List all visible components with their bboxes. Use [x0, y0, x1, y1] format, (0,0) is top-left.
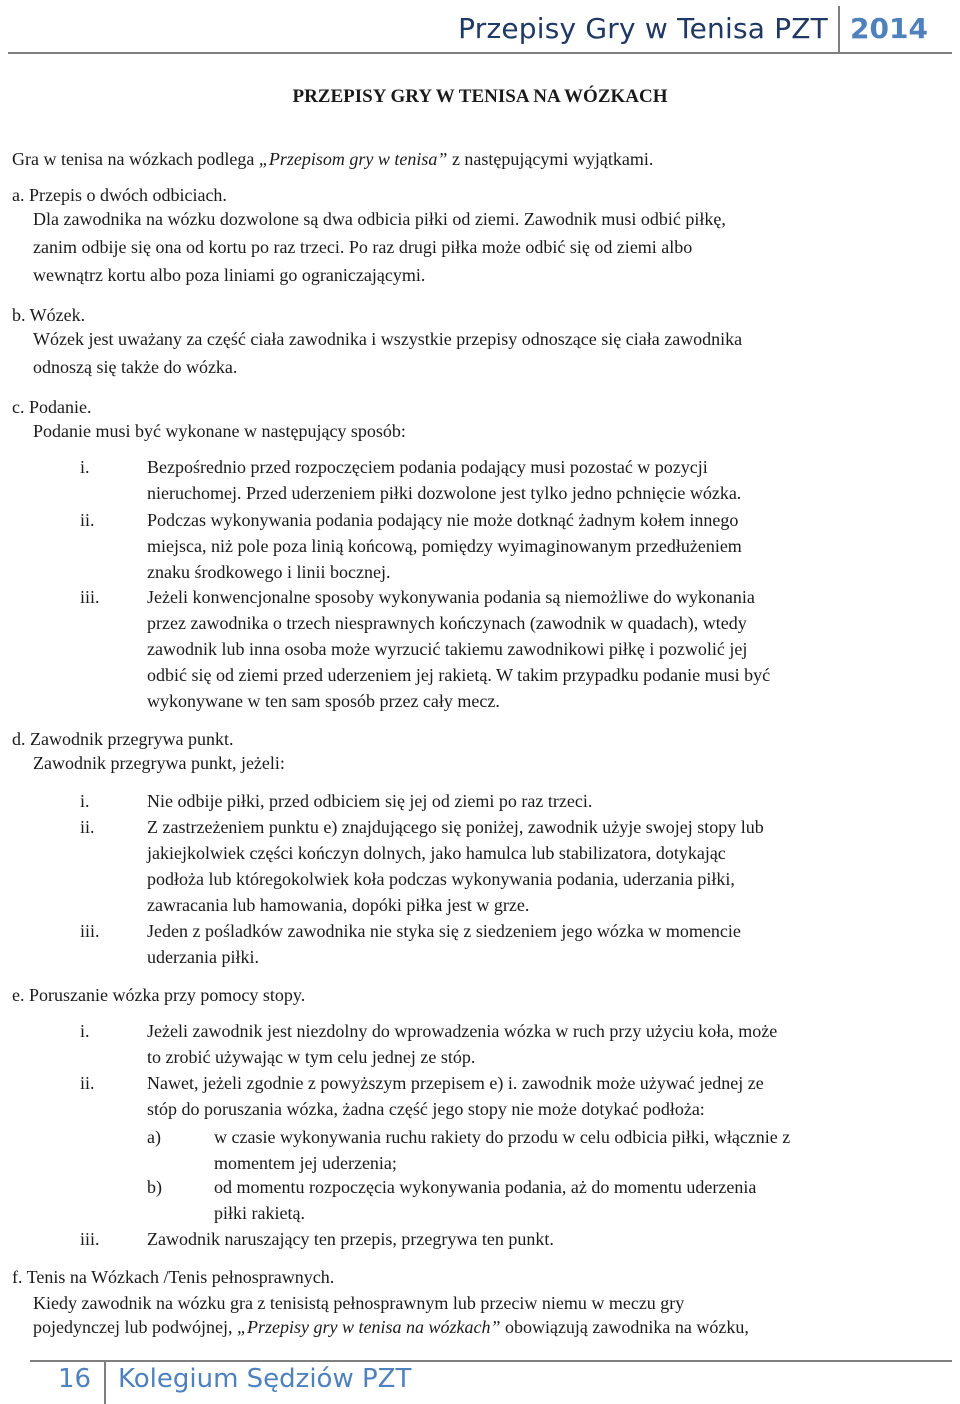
header-year: 2014 [850, 12, 928, 45]
list-item-line: to zrobić używając w tym celu jednej ze stóp. [147, 1047, 476, 1067]
list-item-line: Jeżeli konwencjonalne sposoby wykonywania podania są niemożliwe do wykonania [147, 587, 755, 607]
section-f-line: pojedynczej lub podwójnej, „Przepisy gry w tenisa na wózkach” obowiązują zawodnika na wózku, [33, 1317, 749, 1337]
list-number: i. [80, 457, 90, 477]
list-number: i. [80, 791, 90, 811]
footer-rule [30, 1360, 952, 1362]
section-e-heading: e. Poruszanie wózka przy pomocy stopy. [12, 985, 306, 1005]
section-d-intro: Zawodnik przegrywa punkt, jeżeli: [33, 753, 285, 773]
list-item-line: miejsca, niż pole poza linią końcową, pomiędzy wyimaginowanym przedłużeniem [147, 536, 742, 556]
list-item-line: przez zawodnika o trzech niesprawnych kończynach (zawodnik w quadach), wtedy [147, 613, 747, 633]
section-a-line: zanim odbije się ona od kortu po raz trzeci. Po raz drugi piłka może odbić się od ziemi albo [33, 237, 693, 257]
section-d-heading: d. Zawodnik przegrywa punkt. [12, 729, 234, 749]
header-separator [838, 6, 840, 52]
list-number: iii. [80, 1229, 100, 1249]
section-b-line: Wózek jest uważany za część ciała zawodnika i wszystkie przepisy odnoszące się ciała zawodnika [33, 329, 743, 349]
section-a-line: Dla zawodnika na wózku dozwolone są dwa odbicia piłki od ziemi. Zawodnik musi odbić piłkę, [33, 209, 726, 229]
section-b-heading: b. Wózek. [12, 305, 86, 325]
list-item-line: Jeżeli zawodnik jest niezdolny do wprowadzenia wózka w ruch przy użyciu koła, może [147, 1021, 778, 1041]
section-a-line: wewnątrz kortu albo poza liniami go ograniczającymi. [33, 265, 426, 285]
section-f-heading: f. Tenis na Wózkach /Tenis pełnosprawnych. [12, 1267, 335, 1287]
list-item-line: odbić się od ziemi przed uderzeniem jej rakietą. W takim przypadku podanie musi być [147, 665, 771, 685]
list-item-line: Jeden z pośladków zawodnika nie styka się z siedzeniem jego wózka w momencie [147, 921, 741, 941]
section-c-intro: Podanie musi być wykonane w następujący sposób: [33, 421, 406, 441]
list-item-line: wykonywane w ten sam sposób przez cały mecz. [147, 691, 500, 711]
header-rule [8, 52, 952, 54]
list-item-line: zawracania lub hamowania, dopóki piłka jest w grze. [147, 895, 530, 915]
sub-list-line: piłki rakietą. [214, 1203, 305, 1223]
list-item-line: Nawet, jeżeli zgodnie z powyższym przepisem e) i. zawodnik może używać jednej ze [147, 1073, 764, 1093]
list-item-line: Podczas wykonywania podania podający nie może dotknąć żadnym kołem innego [147, 510, 739, 530]
sub-list-line: momentem jej uderzenia; [214, 1153, 397, 1173]
list-item-line: znaku środkowego i linii bocznej. [147, 562, 391, 582]
intro-italic: „Przepisom gry w tenisa” [258, 149, 448, 169]
section-a-heading: a. Przepis o dwóch odbiciach. [12, 185, 227, 205]
sub-list-letter: b) [147, 1177, 162, 1197]
list-item-line: Z zastrzeżeniem punktu e) znajdującego się poniżej, zawodnik użyje swojej stopy lub [147, 817, 764, 837]
list-item-line: podłoża lub któregokolwiek koła podczas wykonywania podania, uderzania piłki, [147, 869, 735, 889]
list-number: i. [80, 1021, 90, 1041]
list-number: ii. [80, 510, 95, 530]
sub-list-line: w czasie wykonywania ruchu rakiety do przodu w celu odbicia piłki, włącznie z [214, 1127, 791, 1147]
section-f-line: Kiedy zawodnik na wózku gra z tenisistą pełnosprawnym lub przeciw niemu w meczu gry [33, 1293, 685, 1313]
sub-list-letter: a) [147, 1127, 161, 1147]
list-item-line: Zawodnik naruszający ten przepis, przegrywa ten punkt. [147, 1229, 554, 1249]
page-number: 16 [58, 1364, 92, 1394]
list-item-line: Bezpośrednio przed rozpoczęciem podania podający musi pozostać w pozycji [147, 457, 708, 477]
header-title: Przepisy Gry w Tenisa PZT [458, 12, 828, 45]
list-item-line: uderzania piłki. [147, 947, 259, 967]
section-b-line: odnoszą się także do wózka. [33, 357, 238, 377]
list-number: ii. [80, 817, 95, 837]
list-item-line: stóp do poruszania wózka, żadna część jego stopy nie może dotykać podłoża: [147, 1099, 705, 1119]
list-number: ii. [80, 1073, 95, 1093]
footer-text: Kolegium Sędziów PZT [118, 1364, 412, 1394]
footer-separator [104, 1362, 106, 1404]
list-item-line: Nie odbije piłki, przed odbiciem się jej od ziemi po raz trzeci. [147, 791, 593, 811]
sub-list-line: od momentu rozpoczęcia wykonywania podania, aż do momentu uderzenia [214, 1177, 757, 1197]
list-item-line: nieruchomej. Przed uderzeniem piłki dozwolone jest tylko jedno pchnięcie wózka. [147, 483, 742, 503]
list-number: iii. [80, 587, 100, 607]
section-c-heading: c. Podanie. [12, 397, 92, 417]
list-item-line: zawodnik lub inna osoba może wyrzucić takiemu zawodnikowi piłkę i pozwolić jej [147, 639, 748, 659]
page-header [0, 0, 960, 62]
intro-paragraph: Gra w tenisa na wózkach podlega „Przepisom gry w tenisa” z następującymi wyjątkami. [12, 149, 654, 169]
section-f-italic: „Przepisy gry w tenisa na wózkach” [236, 1317, 501, 1337]
list-number: iii. [80, 921, 100, 941]
document-title: PRZEPISY GRY W TENISA NA WÓZKACH [292, 86, 668, 107]
list-item-line: jakiejkolwiek części kończyn dolnych, jako hamulca lub stabilizatora, dotykając [147, 843, 726, 863]
